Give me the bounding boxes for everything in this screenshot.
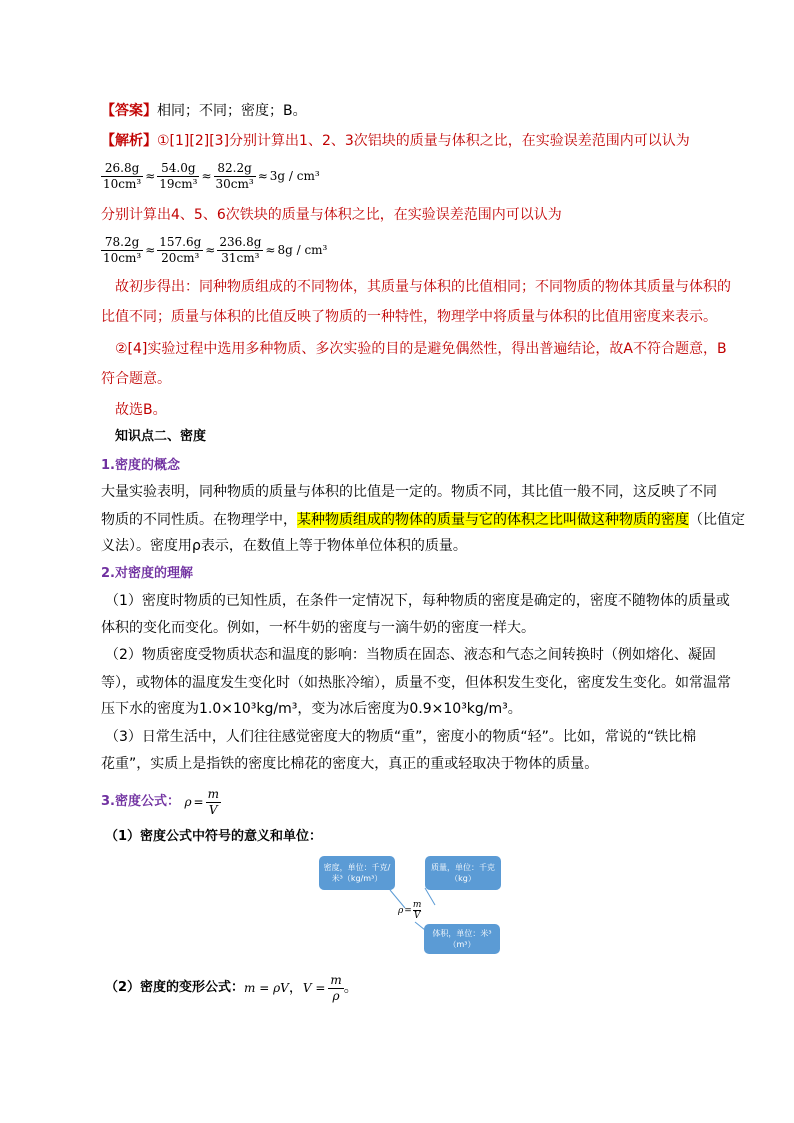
diagram-center-formula: ρ = $\frac{m}{V}$ [398,900,422,921]
point2-line-1: （2）物质密度受物质状态和温度的影响：当物质在固态、液态和气态之间转换时（例如熔化、凝固 [105,647,716,663]
density-formula-line: 3.密度公式： ρ = $\frac{m}{V}$ [101,786,219,817]
fraction: $\frac{236.8g}{\text{31cm³}}$ [219,234,262,265]
fraction: $\frac{78.2g}{\text{10cm³}}$ [103,234,142,265]
volume-unit-box: 体积，单位：米³（m³） [424,924,500,954]
equation-iron: $\frac{78.2g}{\text{10cm³}}$ ≈ $\frac{157.6g}{\text{20cm³}}$ ≈ $\frac{236.8g}{\text{31cm³}}$ ≈ 8g / cm³ [103,234,328,265]
analysis-para2-line1: ②[4]实验过程中选用多种物质、多次实验的目的是避免偶然性，得出普遍结论，故A不符合题意，B [115,341,727,357]
concept-line-2: 物质的不同性质。在物理学中，某种物质组成的物体的质量与它的体积之比叫做这种物质的密度（比值定 [101,512,745,528]
analysis-text-1: ①[1][2][3]分别计算出1、2、3次铝块的质量与体积之比，在实验误差范围内可以认为 [157,133,690,149]
analysis-para2-line2: 符合题意。 [101,371,171,387]
answer-tag: 【答案】 [101,103,157,119]
connector-line [425,888,435,905]
point1-line-1: （1）密度时物质的已知性质，在条件一定情况下，每种物质的密度是确定的，密度不随物体的质量或 [105,593,730,609]
formula-symbols-heading: （1）密度公式中符号的意义和单位： [105,829,323,844]
subsection-title-understanding: 2.对密度的理解 [101,566,193,581]
subsection-title-concept: 1.密度的概念 [101,458,180,473]
concept-line-3: 义法）。密度用ρ表示，在数值上等于物体单位体积的质量。 [101,538,467,554]
equation-aluminum: $\frac{26.8g}{\text{10cm³}}$ ≈ $\frac{54.0g}{\text{19cm³}}$ ≈ $\frac{82.2g}{\text{30cm³}}$ ≈ 3g / cm³ [103,160,320,191]
section-title: 知识点二、密度 [115,429,207,444]
equation-result: 3g / cm³ [269,169,320,183]
equation-result: 8g / cm³ [277,243,328,257]
concept-line-1: 大量实验表明，同种物质的质量与体积的比值是一定的。物质不同，其比值一般不同，这反映了不同 [101,484,717,500]
point1-line-2: 体积的变化而变化。例如，一杯牛奶的密度与一滴牛奶的密度一样大。 [101,620,535,636]
fraction: $\frac{82.2g}{\text{30cm³}}$ [215,160,254,191]
answer-line [101,101,307,121]
density-unit-box: 密度，单位：千克/米³（kg/m³） [319,856,395,890]
answer-text: 相同；不同；密度；B。 [157,103,307,119]
analysis-para1-line1: 故初步得出：同种物质组成的不同物体，其质量与体积的比值相同；不同物质的物体其质量与体积的 [115,279,731,295]
analysis-line-1 [101,131,690,151]
transform-formula-heading: （2）密度的变形公式： [105,980,245,995]
point3-line-2: 花重”，实质上是指铁的密度比棉花的密度大，真正的重或轻取决于物体的质量。 [101,756,599,772]
point2-line-3: 压下水的密度为1.0×10³kg/m³，变为冰后密度为0.9×10³kg/m³。 [101,701,522,717]
analysis-tag: 【解析】 [101,133,157,149]
mass-formula: m = ρV [244,981,289,995]
analysis-para1-line2: 比值不同；质量与体积的比值反映了物质的一种特性，物理学中将质量与体积的比值用密度来表示。 [101,309,717,325]
highlighted-definition: 某种物质组成的物体的质量与它的体积之比叫做这种物质的密度 [297,512,689,528]
transform-formula-line: （2）密度的变形公式：m = ρV，V = $\frac{m}{\rho}$ 。 [105,972,358,1003]
subsection-title-formula: 3.密度公式： [101,794,180,809]
density-fraction: $\frac{m}{V}$ [207,786,219,817]
fraction: $\frac{54.0g}{\text{19cm³}}$ [159,160,198,191]
mass-unit-box: 质量，单位：千克（kg） [425,856,501,890]
fraction: $\frac{26.8g}{\text{10cm³}}$ [103,160,142,191]
point2-line-2: 等），或物体的温度发生变化时（如热胀冷缩），质量不变，但体积发生变化，密度发生变化。如常温常 [101,675,731,691]
volume-fraction: $\frac{m}{\rho}$ [330,972,342,1003]
analysis-conclusion: 故选B。 [115,402,167,418]
point3-line-1: （3）日常生活中，人们往往感觉密度大的物质“重”，密度小的物质“轻”。比如，常说的“铁比棉 [105,729,697,745]
fraction: $\frac{157.6g}{\text{20cm³}}$ [159,234,202,265]
analysis-text-2: 分别计算出4、5、6次铁块的质量与体积之比，在实验误差范围内可以认为 [101,207,562,223]
